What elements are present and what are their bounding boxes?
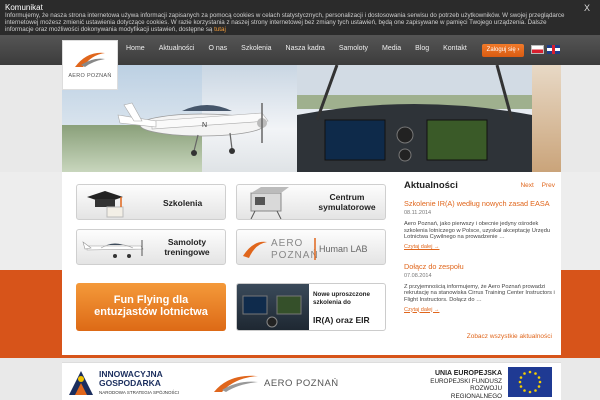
ue-title: UNIA EUROPEJSKA [434,370,502,377]
ig-emblem-icon [67,369,95,397]
nav-samoloty[interactable]: Samoloty [338,45,369,52]
news-next-link[interactable]: Next [520,182,534,189]
airplane-image [112,77,292,167]
ue-line1: EUROPEJSKI FUNDUSZ [430,377,502,385]
nav-home[interactable]: Home [126,45,145,52]
cookie-message: Informujemy, że nasza strona internetowa używa informacji zapisanych za pomocą cookies w celach statystycznych, personalizacji i dostosowania serwisu do potrzeb użytkowników. W swojej przeglądarce internetowej możesz zmienić ustawienia dotyczące cookies. W razie korzystania z naszej strony internetowej bez zmiany tych ustawień, będą one zapisywane w pamięci Twojego urządzenia. Dalsze informacje oraz możliwości dokonywania modyfikacji ustawień, dostępne są [5,12,565,33]
news-item-text: Z przyjemnością informujemy, że Aero Poznań prowadzi rekrutację na stanowiska Cirrus Training Center Instructors i Flight Instructors. Dołącz do … [404,283,555,303]
simulator-icon [245,187,291,219]
nav-aktualnosci[interactable]: Aktualności [158,45,195,52]
nav-kontakt[interactable]: Kontakt [443,45,467,52]
cockpit-image [297,65,532,172]
nav-szkolenia[interactable]: Szkolenia [241,45,272,52]
ig-name: INNOWACYJNA GOSPODARKA [99,369,163,388]
news-item-more-link[interactable]: Czytaj dalej → [404,243,440,250]
tile-szkolenia-label: Szkolenia [163,198,203,208]
footer-aero-text: AERO POZNAŃ [264,378,339,389]
aero-poznan-human-lab-logo [239,234,385,262]
ue-text [422,370,502,400]
nav-blog[interactable]: Blog [415,45,430,52]
footer-logos [62,362,561,400]
nav-o-nas[interactable]: O nas [208,45,228,52]
main-nav [120,42,474,55]
tile-samoloty-treningowe[interactable] [76,229,226,265]
ir-big-text: IR(A) oraz EIR [313,315,370,325]
training-plane-icon [81,236,147,260]
news-item-text: Aero Poznań, jako pierwszy i obecnie jedyny ośrodek szkolenia lotniczego w Polsce, uzyskał akceptację Urzędu Lotnictwa Cywilnego na prowadzenie … [404,221,551,241]
site-logo[interactable] [62,40,118,90]
cookie-banner [0,0,600,35]
login-button[interactable]: Zaloguj się › [482,44,524,57]
news-item-more-link[interactable]: Czytaj dalej → [404,306,440,313]
graduation-cap-icon [83,187,127,219]
news-item [404,199,556,250]
news-heading: Aktualności [404,180,458,191]
cookie-more-link[interactable]: tutaj [214,26,226,33]
aero-logo-icon [73,49,107,69]
cookie-text [5,12,590,33]
news-item-title[interactable]: Szkolenie IR(A) według nowych zasad EASA [404,199,550,208]
hero-right-image [532,65,561,172]
aero-footer-icon [212,372,260,394]
news-item-title[interactable]: Dołącz do zespołu [404,261,464,271]
tile-szkolenia[interactable] [76,184,226,220]
cookie-close-button[interactable]: X [583,3,590,13]
footer-aero-logo [212,372,339,396]
tile-ir-eir[interactable] [236,283,386,331]
innowacyjna-gospodarka-logo [67,369,180,399]
tile-centrum-symulatorowe[interactable] [236,184,386,220]
tile-human-lab[interactable] [236,229,386,265]
tile-samoloty-label: Samoloty treningowe [164,237,210,257]
svg-text:Human LAB: Human LAB [319,244,368,254]
news-prev-link[interactable]: Prev [541,182,555,189]
cookie-title: Komunikat [5,3,43,12]
logo-text: AERO POZNAŃ [68,73,112,79]
cockpit-thumbnail [237,284,309,331]
english-flag-icon[interactable] [547,45,560,54]
news-item-date: 08.11.2014 [404,210,432,216]
ue-line2: ROZWOJU REGIONALNEGO [450,385,502,400]
svg-text:AERO: AERO [271,238,304,249]
tile-fun-flying[interactable] [76,283,226,331]
news-item-date: 07.08.2014 [404,272,432,279]
nav-media[interactable]: Media [382,45,402,52]
news-pager [514,182,555,189]
svg-text:N: N [202,122,208,129]
instrument-panel-icon [237,284,309,331]
tile-centrum-label: Centrum symulatorowe [318,192,376,212]
eu-flag-icon [508,367,552,397]
ir-small-text: Nowe uproszczone szkolenia do [313,291,371,306]
hero-banner [62,65,561,172]
polish-flag-icon[interactable] [531,45,544,54]
all-news-link[interactable]: Zobacz wszystkie aktualności [466,333,552,340]
svg-text:POZNAŃ: POZNAŃ [271,250,319,261]
news-item [404,262,556,313]
nav-nasza-kadra[interactable]: Nasza kadra [285,45,325,52]
fun-flying-label: Fun Flying dla entuzjastów lotnictwa [94,294,208,318]
ig-sub: NARODOWA STRATEGIA SPÓJNOŚCI [99,390,180,395]
news-section [404,180,556,313]
